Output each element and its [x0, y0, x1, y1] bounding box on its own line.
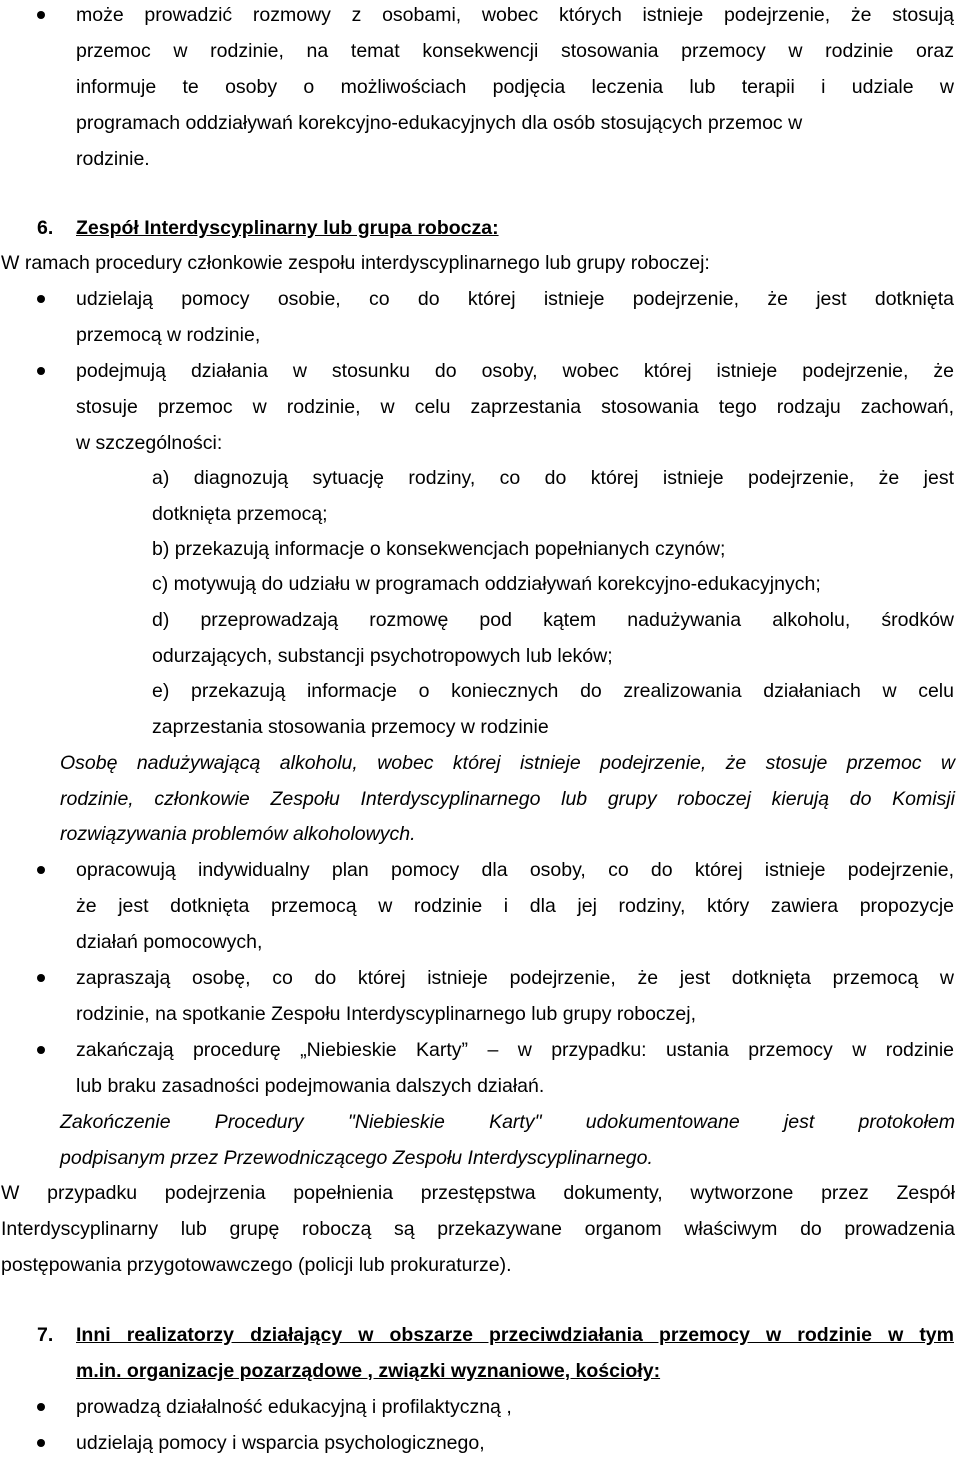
paragraph-line-row: [0, 638, 960, 674]
sub-list-item-a: [0, 460, 960, 496]
paragraph-line-row: [0, 33, 960, 69]
paragraph-line: lub braku zasadności podejmowania dalszych działań.: [76, 1075, 545, 1097]
paragraph-line-row: [0, 1068, 960, 1104]
section-number: 6.: [37, 217, 54, 239]
paragraph-line: w szczególności:: [76, 432, 223, 454]
bullet-icon: [37, 11, 45, 19]
paragraph-line: przemocą w rodzinie,: [76, 324, 261, 346]
sub-list-item-d: [0, 602, 960, 638]
paragraph-line-row: [0, 425, 960, 461]
italic-note: [0, 745, 960, 781]
paragraph-line: dotknięta przemocą;: [152, 503, 328, 525]
paragraph-line-row: [0, 245, 960, 281]
paragraph-line-row: [0, 888, 960, 924]
paragraph-line: udzielają pomocy osobie, co do której istnieje podejrzenie, że jest dotknięta: [76, 288, 954, 310]
paragraph-line: rozwiązywania problemów alkoholowych.: [60, 823, 416, 845]
bullet-icon: [37, 367, 45, 375]
paragraph-line: W przypadku podejrzenia popełnienia przestępstwa dokumenty, wytworzone przez Zespół: [1, 1182, 955, 1204]
paragraph-line-row: [0, 709, 960, 745]
section-number: 7.: [37, 1324, 54, 1346]
paragraph-line: rodzinie, na spotkanie Zespołu Interdyscyplinarnego lub grupy roboczej,: [76, 1003, 697, 1025]
list-item: [0, 281, 960, 317]
paragraph-line-row: [0, 105, 960, 141]
list-item: [0, 960, 960, 996]
paragraph-line: może prowadzić rozmowy z osobami, wobec których istnieje podejrzenie, że stosują: [76, 4, 954, 26]
paragraph-line: Interdyscyplinarny lub grupę roboczą są przekazywane organom właściwym do prowadzenia: [1, 1218, 955, 1240]
paragraph-line: rodzinie.: [76, 148, 150, 170]
bullet-icon: [37, 1046, 45, 1054]
paragraph-line-row: [0, 317, 960, 353]
paragraph-line-row: [0, 1175, 960, 1211]
bullet-icon: [37, 1439, 45, 1447]
paragraph-line: c) motywują do udziału w programach oddziaływań korekcyjno-edukacyjnych;: [152, 573, 821, 595]
paragraph-line: opracowują indywidualny plan pomocy dla osoby, co do której istnieje podejrzenie,: [76, 859, 954, 881]
list-item: [0, 852, 960, 888]
section-title: Inni realizatorzy działający w obszarze przeciwdziałania przemocy w rodzinie w tym: [76, 1324, 954, 1346]
sub-list-item-c: [0, 566, 960, 602]
paragraph-line-row: [0, 1247, 960, 1283]
italic-closing: [0, 1140, 960, 1176]
paragraph-line: stosuje przemoc w rodzinie, w celu zaprzestania stosowania tego rodzaju zachowań,: [76, 396, 954, 418]
section-title: m.in. organizacje pozarządowe , związki wyznaniowe, kościoły:: [76, 1360, 661, 1382]
paragraph-line: d) przeprowadzają rozmowę pod kątem nadużywania alkoholu, środków: [152, 609, 954, 631]
bullet-icon: [37, 295, 45, 303]
paragraph-line: a) diagnozują sytuację rodziny, co do której istnieje podejrzenie, że jest: [152, 467, 954, 489]
paragraph-line: Osobę nadużywającą alkoholu, wobec której istnieje podejrzenie, że stosuje przemoc w: [60, 752, 955, 774]
paragraph-line: programach oddziaływań korekcyjno-edukacyjnych dla osób stosujących przemoc w: [76, 112, 803, 134]
list-item: [0, 353, 960, 389]
paragraph-line: Zakończenie Procedury "Niebieskie Karty" udokumentowane jest protokołem: [60, 1111, 955, 1133]
section-title: Zespół Interdyscyplinarny lub grupa robocza:: [76, 217, 499, 239]
bullet-icon: [37, 1403, 45, 1411]
paragraph-line: zaprzestania stosowania przemocy w rodzinie: [152, 716, 549, 738]
paragraph-line: rodzinie, członkowie Zespołu Interdyscyplinarnego lub grupy roboczej kierują do Komisji: [60, 788, 955, 810]
italic-note: [0, 816, 960, 852]
sub-list-item-e: [0, 673, 960, 709]
paragraph-line: postępowania przygotowawczego (policji lub prokuraturze).: [1, 1254, 512, 1276]
paragraph-line-row: [0, 924, 960, 960]
italic-closing: [0, 1104, 960, 1140]
paragraph-line: b) przekazują informacje o konsekwencjach popełnianych czynów;: [152, 538, 726, 560]
paragraph-line: odurzających, substancji psychotropowych lub leków;: [152, 645, 613, 667]
paragraph-line: informuje te osoby o możliwościach podjęcia leczenia lub terapii i udziale w: [76, 76, 954, 98]
list-item: [0, 1389, 960, 1425]
paragraph-line: udzielają pomocy i wsparcia psychologicznego,: [76, 1432, 485, 1454]
list-item: [0, 1425, 960, 1461]
paragraph-line: W ramach procedury członkowie zespołu interdyscyplinarnego lub grupy roboczej:: [1, 252, 710, 274]
section-heading-cont: [0, 1353, 960, 1389]
paragraph-line: że jest dotknięta przemocą w rodzinie i dla jej rodziny, który zawiera propozycje: [76, 895, 954, 917]
paragraph-line: e) przekazują informacje o koniecznych do zrealizowania działaniach w celu: [152, 680, 954, 702]
list-item: [0, 1032, 960, 1068]
paragraph-line-row: [0, 496, 960, 532]
paragraph-line-row: [0, 389, 960, 425]
section-heading: [0, 210, 960, 246]
sub-list-item-b: [0, 531, 960, 567]
list-item: [0, 0, 960, 33]
paragraph-line-row: [0, 996, 960, 1032]
paragraph-line: zapraszają osobę, co do której istnieje podejrzenie, że jest dotknięta przemocą w: [76, 967, 954, 989]
bullet-icon: [37, 974, 45, 982]
italic-note: [0, 781, 960, 817]
paragraph-line: prowadzą działalność edukacyjną i profilaktyczną ,: [76, 1396, 512, 1418]
paragraph-line: podejmują działania w stosunku do osoby, wobec której istnieje podejrzenie, że: [76, 360, 954, 382]
paragraph-line-row: [0, 69, 960, 105]
paragraph-line: podpisanym przez Przewodniczącego Zespołu Interdyscyplinarnego.: [60, 1147, 653, 1169]
bullet-icon: [37, 866, 45, 874]
paragraph-line: przemoc w rodzinie, na temat konsekwencji stosowania przemocy w rodzinie oraz: [76, 40, 954, 62]
paragraph-line-row: [0, 1211, 960, 1247]
paragraph-line: działań pomocowych,: [76, 931, 263, 953]
paragraph-line-row: [0, 141, 960, 177]
paragraph-line: zakańczają procedurę „Niebieskie Karty” – w przypadku: ustania przemocy w rodzinie: [76, 1039, 954, 1061]
section-heading: [0, 1317, 960, 1353]
